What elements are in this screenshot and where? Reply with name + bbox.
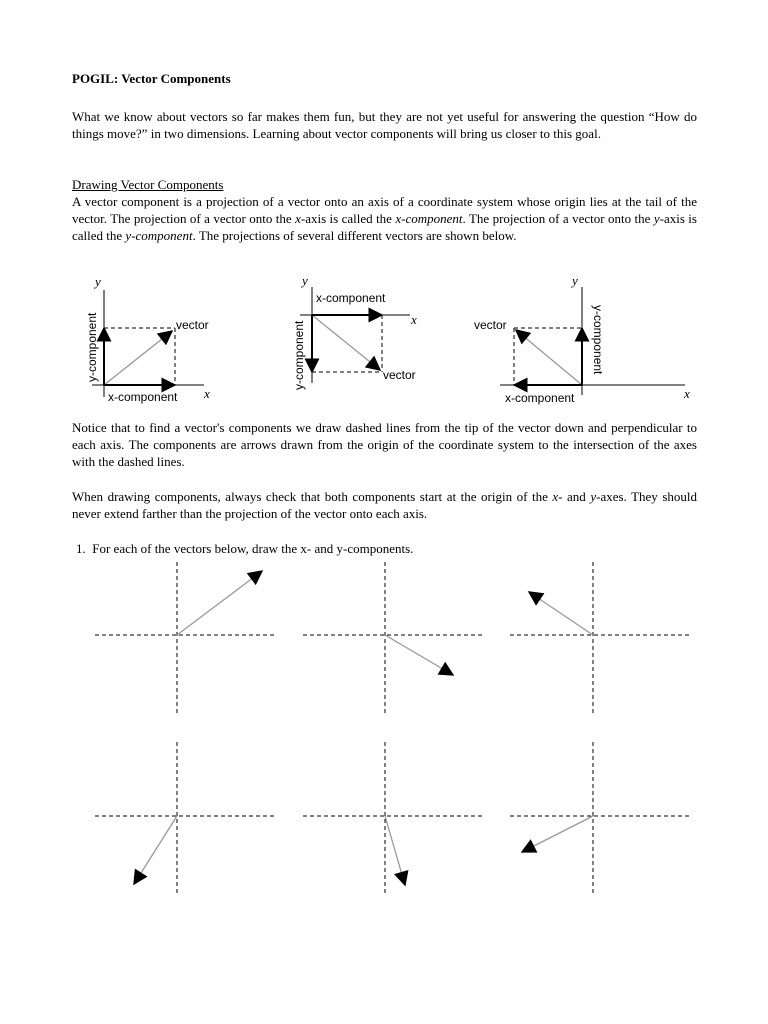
vector-label: vector	[383, 368, 416, 382]
vector-arrow	[104, 331, 172, 385]
practice-grid-3	[510, 562, 690, 715]
vector-label: vector	[474, 318, 507, 332]
question-1: 1. For each of the vectors below, draw the x- and y-components.	[76, 541, 414, 556]
x-component-label: x-component	[108, 390, 178, 404]
y-axis-label: y	[302, 273, 308, 288]
intro-paragraph: What we know about vectors so far makes them fun, but they are not yet useful for answering the question “How do things move?” in two dimensions. Learning about vector components will bring us closer to this goal.	[72, 109, 697, 141]
y-component-label: y-component	[292, 320, 306, 390]
vector-arrow	[312, 315, 380, 370]
y-axis-label: y	[95, 274, 101, 289]
page-title: POGIL: Vector Components	[72, 71, 231, 86]
practice-grid-6	[510, 742, 690, 893]
practice-grid-1	[95, 562, 275, 715]
x-component-label: x-component	[316, 291, 386, 305]
example-figure-3	[474, 273, 690, 405]
vector-arrow	[516, 330, 582, 385]
x-axis-label: x	[684, 386, 690, 401]
y-component-label: y-component	[591, 305, 605, 375]
practice-grid-2	[303, 562, 483, 715]
practice-vector	[522, 816, 593, 852]
y-axis-label: y	[572, 273, 578, 288]
example-figure-2	[292, 273, 417, 390]
definition-paragraph: A vector component is a projection of a vector onto an axis of a coordinate system whose origin lies at the tail of the vector. The projection of a vector onto the x-axis is called the x-component. The projection of a vector onto the y-axis is called the y-component. The projections of several different vectors are shown below.	[72, 194, 697, 243]
vector-label: vector	[176, 318, 209, 332]
x-axis-label: x	[411, 312, 417, 327]
instruction-paragraph: When drawing components, always check that both components start at the origin of the x- and y-axes. They should never extend farther than the projection of the vector onto each axis.	[72, 489, 697, 521]
section-heading: Drawing Vector Components	[72, 177, 224, 192]
example-figure-1	[85, 274, 210, 404]
x-component-label: x-component	[505, 391, 575, 405]
practice-vector	[385, 635, 453, 675]
y-component-label: y-component	[85, 312, 99, 382]
practice-grid-5	[303, 742, 483, 893]
practice-grid-4	[95, 742, 275, 893]
practice-vector	[177, 571, 262, 635]
x-axis-label: x	[204, 386, 210, 401]
practice-vector	[134, 816, 177, 884]
practice-vector	[529, 592, 593, 635]
notice-paragraph: Notice that to find a vector's components we draw dashed lines from the tip of the vector down and perpendicular to each axis. The components are arrows drawn from the origin of the coordinate system to the intersection of the axes with the dashed lines.	[72, 420, 697, 469]
practice-vector	[385, 816, 405, 885]
